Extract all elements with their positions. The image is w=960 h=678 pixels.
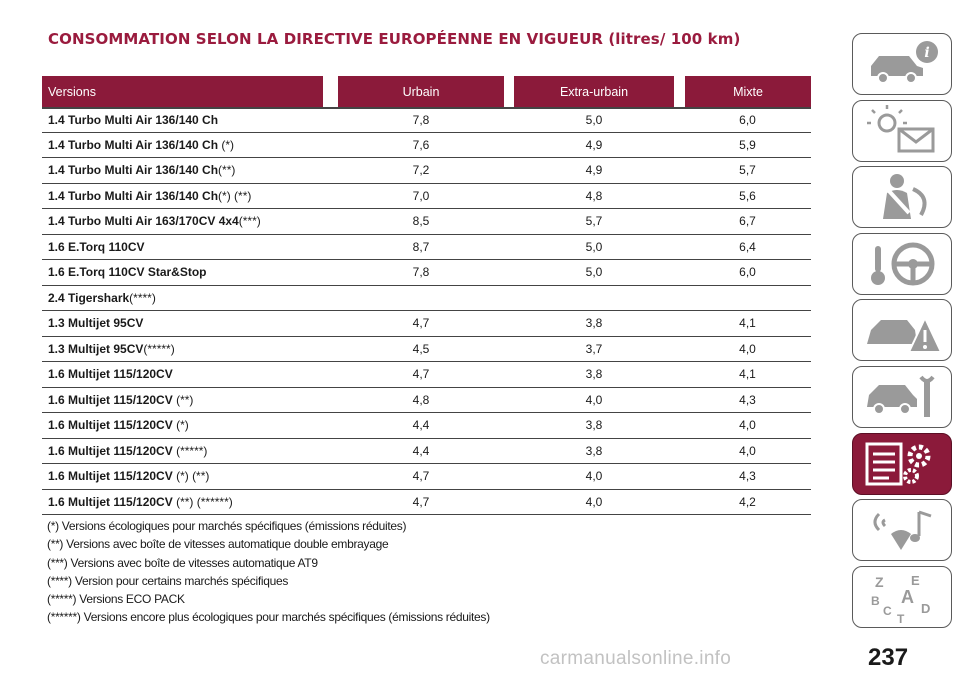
version-cell: 1.4 Turbo Multi Air 136/140 Ch(*) (**) [48, 188, 252, 203]
urbain-cell: 8,5 [412, 214, 430, 229]
tab-emergency[interactable] [852, 299, 952, 361]
tab-index[interactable] [852, 566, 952, 628]
consumption-table [42, 76, 811, 515]
urbain-cell: 7,2 [412, 163, 430, 178]
mixte-cell: 5,6 [739, 188, 756, 203]
svg-text:i: i [924, 45, 930, 61]
version-cell: 1.6 Multijet 115/120CV (*****) [48, 443, 208, 458]
table-row [42, 107, 811, 133]
chapter-tabs [852, 33, 952, 632]
mixte-cell: 4,0 [739, 341, 756, 356]
extra-urbain-cell: 4,9 [585, 163, 603, 178]
urbain-cell: 4,5 [412, 341, 430, 356]
version-cell: 1.6 Multijet 115/120CV (*) (**) [48, 469, 210, 484]
mixte-cell: 4,3 [739, 469, 756, 484]
urbain-cell: 4,7 [412, 367, 430, 382]
table-header [42, 76, 811, 107]
tab-technical-data[interactable] [852, 433, 952, 495]
svg-text:D: D [921, 600, 931, 616]
extra-urbain-cell: 4,0 [585, 392, 603, 407]
mixte-cell: 5,9 [739, 137, 756, 152]
table-row [42, 286, 811, 312]
footnotes [47, 517, 490, 627]
urbain-cell: 7,6 [412, 137, 430, 152]
extra-urbain-cell: 4,0 [585, 494, 603, 509]
urbain-cell: 4,7 [412, 494, 430, 509]
table-row [42, 133, 811, 159]
table-body [42, 107, 811, 515]
version-cell: 1.4 Turbo Multi Air 136/140 Ch [48, 113, 219, 128]
mixte-cell: 6,0 [739, 113, 756, 128]
mixte-cell: 4,0 [739, 443, 756, 458]
warning-lights-icon [861, 105, 943, 157]
extra-urbain-cell: 3,8 [585, 418, 603, 433]
version-cell: 1.6 Multijet 115/120CV [48, 367, 173, 382]
footnote: (***) Versions avec boîte de vitesses automatique AT9 [47, 555, 318, 570]
footnote: (*) Versions écologiques pour marchés spécifiques (émissions réduites) [47, 519, 407, 533]
footnote: (****) Version pour certains marchés spécifiques [47, 573, 289, 588]
table-row [42, 413, 811, 439]
urbain-cell: 4,7 [412, 469, 430, 484]
extra-urbain-cell: 4,0 [585, 469, 603, 484]
svg-text:E: E [911, 572, 920, 588]
starting-driving-icon [861, 238, 943, 290]
version-cell: 1.4 Turbo Multi Air 136/140 Ch (*) [48, 137, 235, 152]
table-row [42, 209, 811, 235]
svg-text:A: A [901, 586, 914, 607]
urbain-cell: 7,8 [412, 113, 430, 128]
tab-vehicle-overview[interactable] [852, 33, 952, 95]
extra-urbain-cell: 5,7 [585, 214, 603, 229]
extra-urbain-cell: 3,8 [585, 316, 603, 331]
version-cell: 1.3 Multijet 95CV(*****) [48, 341, 175, 356]
extra-urbain-cell: 3,8 [585, 443, 603, 458]
footnote: (*****) Versions ECO PACK [47, 592, 185, 607]
maintenance-icon [861, 371, 943, 423]
mixte-cell: 5,7 [739, 163, 756, 178]
watermark: carmanualsonline.info [540, 648, 732, 669]
urbain-cell: 4,4 [412, 418, 430, 433]
table-row [42, 388, 811, 414]
urbain-cell: 4,4 [412, 443, 430, 458]
header-mixte: Mixte [685, 76, 811, 107]
footnote: (******) Versions encore plus écologiques pour marchés spécifiques (émissions réduites) [47, 610, 490, 625]
table-row [42, 184, 811, 210]
extra-urbain-cell: 5,0 [585, 265, 603, 280]
header-versions: Versions [42, 76, 323, 107]
svg-text:Z: Z [875, 573, 884, 590]
mixte-cell: 4,1 [739, 367, 756, 382]
urbain-cell: 7,0 [412, 188, 430, 203]
extra-urbain-cell: 3,8 [585, 367, 603, 382]
tab-multimedia[interactable] [852, 499, 952, 561]
mixte-cell: 6,7 [739, 214, 756, 229]
table-row [42, 158, 811, 184]
version-cell: 1.4 Turbo Multi Air 163/170CV 4x4(***) [48, 214, 261, 229]
table-row [42, 490, 811, 516]
extra-urbain-cell: 5,0 [585, 239, 603, 254]
extra-urbain-cell: 5,0 [585, 113, 603, 128]
extra-urbain-cell: 4,9 [585, 137, 603, 152]
emergency-icon [861, 304, 943, 356]
car-info-icon [861, 38, 943, 90]
table-row [42, 337, 811, 363]
mixte-cell: 4,3 [739, 392, 756, 407]
table-row [42, 439, 811, 465]
table-row [42, 235, 811, 261]
svg-text:T: T [897, 611, 905, 623]
table-row [42, 260, 811, 286]
header-extra-urbain: Extra-urbain [514, 76, 674, 107]
version-cell: 1.6 Multijet 115/120CV (*) [48, 418, 189, 433]
index-icon [861, 571, 943, 623]
version-cell: 1.6 Multijet 115/120CV (**) (******) [48, 494, 233, 509]
mixte-cell: 4,0 [739, 418, 756, 433]
urbain-cell: 8,7 [412, 239, 430, 254]
page-title: CONSOMMATION SELON LA DIRECTIVE EUROPÉENNE EN VIGUEUR (litres/ 100 km) [48, 30, 741, 48]
technical-data-icon [861, 438, 943, 490]
tab-dashboard-lights[interactable] [852, 100, 952, 162]
version-cell: 1.3 Multijet 95CV [48, 316, 144, 331]
mixte-cell: 6,0 [739, 265, 756, 280]
mixte-cell: 4,1 [739, 316, 756, 331]
version-cell: 2.4 Tigershark(****) [48, 290, 156, 305]
tab-starting-driving[interactable] [852, 233, 952, 295]
svg-text:C: C [883, 603, 892, 618]
table-row [42, 311, 811, 337]
version-cell: 1.6 Multijet 115/120CV (**) [48, 392, 194, 407]
multimedia-icon [861, 504, 943, 556]
table-row [42, 464, 811, 490]
mixte-cell: 6,4 [739, 239, 756, 254]
extra-urbain-cell: 3,7 [585, 341, 603, 356]
urbain-cell: 4,8 [412, 392, 430, 407]
version-cell: 1.6 E.Torq 110CV [48, 239, 145, 254]
urbain-cell: 4,7 [412, 316, 430, 331]
urbain-cell: 7,8 [412, 265, 430, 280]
version-cell: 1.4 Turbo Multi Air 136/140 Ch(**) [48, 163, 236, 178]
extra-urbain-cell: 4,8 [585, 188, 603, 203]
version-cell: 1.6 E.Torq 110CV Star&Stop [48, 265, 207, 280]
table-row [42, 362, 811, 388]
svg-text:B: B [871, 593, 880, 608]
page-number: 237 [868, 644, 909, 671]
tab-maintenance[interactable] [852, 366, 952, 428]
mixte-cell: 4,2 [739, 494, 756, 509]
tab-safety[interactable] [852, 166, 952, 228]
footnote: (**) Versions avec boîte de vitesses automatique double embrayage [47, 537, 389, 552]
header-urbain: Urbain [338, 76, 504, 107]
safety-seatbelt-icon [861, 171, 943, 223]
